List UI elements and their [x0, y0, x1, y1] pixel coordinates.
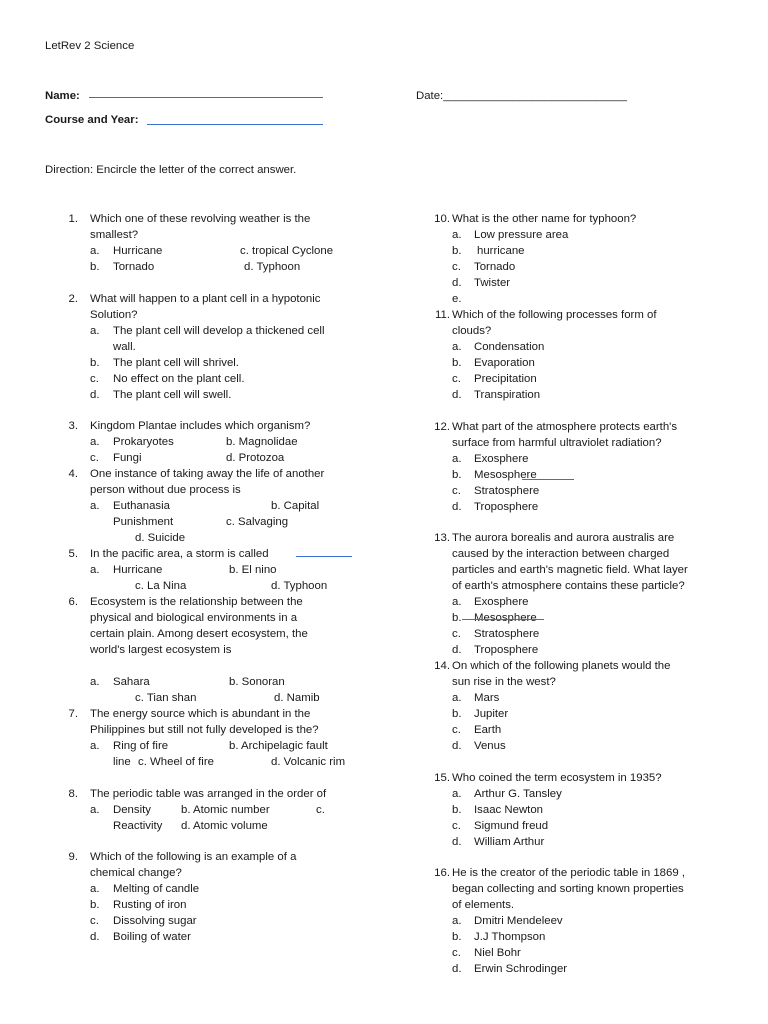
choice-letter[interactable]: d. [452, 835, 462, 848]
question-text: One instance of taking away the life of another [90, 468, 325, 480]
choice-text[interactable]: Sahara [113, 676, 150, 688]
choice-text[interactable]: Punishment [113, 516, 174, 528]
choice-letter[interactable]: a. [452, 229, 462, 241]
choice-letter[interactable]: a. [90, 740, 100, 752]
choice-text[interactable]: Fungi [113, 452, 142, 464]
choice-text[interactable]: d. Typhoon [271, 580, 328, 592]
choice-text[interactable]: Dissolving sugar [113, 915, 197, 927]
question-text: Kingdom Plantae includes which organism? [90, 420, 311, 432]
choice-text[interactable]: Ring of fire [113, 740, 169, 752]
question-14 [384, 658, 768, 754]
choice-text[interactable]: d. Protozoa [226, 452, 285, 464]
date-label: Date: [416, 90, 444, 102]
choice-letter[interactable]: a. [90, 883, 100, 895]
choice-letter[interactable]: a. [90, 436, 100, 448]
choice-text[interactable]: Mesosphere [474, 468, 537, 481]
question-text: What part of the atmosphere protects earth's [452, 420, 678, 433]
question-number: 12. [434, 420, 450, 433]
question-number: 5. [68, 548, 78, 560]
choice-text[interactable]: No effect on the plant cell. [113, 372, 245, 385]
choice-text[interactable]: Twister [474, 277, 511, 289]
choice-letter[interactable]: a. [90, 324, 100, 337]
question-number: 2. [68, 292, 78, 305]
question-text: of earth's atmosphere contains these particle? [452, 580, 685, 592]
choice-letter[interactable]: c. [90, 372, 99, 385]
choice-text[interactable]: Arthur G. Tansley [474, 787, 562, 800]
choice-text[interactable]: Troposphere [474, 500, 539, 513]
question-text: clouds? [452, 325, 492, 337]
question-text: physical and biological environments in a [90, 612, 298, 624]
question-number: 7. [68, 708, 78, 720]
question-16 [384, 865, 768, 977]
choice-letter[interactable]: b. [452, 931, 462, 943]
question-text: smallest? [90, 229, 139, 241]
choice-letter[interactable]: c. [452, 484, 461, 497]
question-text: Ecosystem is the relationship between the [90, 596, 303, 608]
choice-text[interactable]: hurricane [477, 245, 525, 257]
question-number: 4. [68, 468, 78, 480]
choice-text[interactable]: c. Wheel of fire [138, 756, 214, 768]
choice-text[interactable]: Stratosphere [474, 484, 540, 497]
choice-text[interactable]: Isaac Newton [474, 803, 544, 816]
choice-text[interactable]: Dmitri Mendeleev [474, 915, 563, 927]
choice-letter[interactable]: d. [452, 389, 462, 401]
question-12 [384, 419, 768, 515]
choice-letter[interactable]: a. [452, 915, 462, 927]
course-input-line[interactable] [147, 124, 323, 125]
choice-text[interactable]: Sigmund freud [474, 819, 549, 832]
choice-letter[interactable]: a. [452, 787, 462, 800]
choice-letter[interactable]: b. [90, 261, 100, 273]
choice-text[interactable]: Jupiter [474, 708, 509, 720]
choice-letter[interactable]: d. [90, 931, 100, 943]
choice-letter[interactable]: c. [90, 452, 99, 464]
choice-text[interactable]: Mesosphere [474, 612, 537, 624]
question-number: 14. [434, 660, 450, 672]
choice-letter[interactable]: b. [452, 708, 462, 720]
question-text: On which of the following planets would the [452, 660, 671, 672]
choice-text[interactable]: b. Atomic number [181, 803, 270, 816]
choice-text[interactable]: Erwin Schrodinger [474, 963, 568, 975]
question-number: 15. [434, 771, 450, 784]
question-11 [384, 307, 768, 403]
choice-text[interactable]: d. Suicide [135, 532, 186, 544]
choice-text[interactable]: c. tropical Cyclone [240, 245, 334, 257]
choice-letter[interactable]: b. [90, 356, 100, 369]
choice-text[interactable]: Exosphere [474, 596, 529, 608]
question-text: sun rise in the west? [452, 676, 556, 688]
question-text: person without due process is [90, 484, 241, 496]
choice-letter[interactable]: b. [452, 803, 462, 816]
course-label: Course and Year: [45, 114, 139, 126]
question-text: caused by the interaction between charged [452, 548, 670, 560]
choice-text[interactable]: Euthanasia [113, 500, 170, 512]
question-number: 1. [68, 213, 78, 225]
choice-letter[interactable]: a. [452, 341, 462, 353]
question-text: The aurora borealis and aurora australis are [452, 532, 675, 544]
choice-letter[interactable]: c. [452, 628, 461, 640]
choice-text[interactable]: Melting of candle [113, 883, 200, 895]
question-text: began collecting and sorting known properties [452, 883, 684, 895]
choice-letter[interactable]: c. [90, 915, 99, 927]
question-text: Which one of these revolving weather is the [90, 213, 311, 225]
choice-text[interactable]: b. El nino [229, 564, 277, 576]
choice-text[interactable]: c. Salvaging [226, 516, 289, 528]
choice-letter[interactable]: d. [452, 500, 462, 513]
question-4 [0, 466, 384, 546]
choice-letter[interactable]: a. [90, 676, 100, 688]
question-6 [0, 594, 384, 706]
choice-letter[interactable]: d. [452, 644, 462, 656]
question-1 [0, 211, 384, 275]
choice-letter[interactable]: c. [316, 803, 325, 816]
choice-letter[interactable]: d. [452, 963, 462, 975]
question-8 [0, 786, 384, 834]
question-text: The periodic table was arranged in the order of [90, 787, 327, 800]
left-column [0, 211, 384, 945]
choice-text[interactable]: Tornado [113, 261, 155, 273]
question-7 [0, 706, 384, 770]
choice-text[interactable]: d. Atomic volume [181, 819, 268, 832]
choice-text[interactable]: Venus [474, 740, 506, 752]
choice-text[interactable]: Mars [474, 692, 500, 704]
question-text: He is the creator of the periodic table in 1869 , [452, 867, 686, 879]
question-number: 10. [434, 213, 450, 225]
choice-text[interactable]: d. Volcanic rim [271, 756, 346, 768]
question-text: What will happen to a plant cell in a hypotonic [90, 292, 321, 305]
question-text: Which of the following processes form of [452, 309, 657, 321]
choice-text[interactable]: line [113, 756, 131, 768]
choice-letter[interactable]: d. [90, 388, 100, 401]
answer-strike-mark [462, 619, 544, 620]
choice-text[interactable]: Reactivity [113, 819, 163, 832]
choice-text[interactable]: Earth [474, 724, 502, 736]
answer-blank[interactable] [296, 556, 352, 557]
question-text: The energy source which is abundant in the [90, 708, 311, 720]
choice-text[interactable]: Density [113, 803, 151, 816]
question-text: In the pacific area, a storm is called [90, 548, 269, 560]
choice-letter[interactable]: a. [90, 564, 100, 576]
question-2 [0, 291, 384, 403]
question-9 [0, 849, 384, 945]
choice-letter[interactable]: c. [452, 724, 461, 736]
choice-text[interactable]: b. Archipelagic fault [229, 740, 328, 752]
choice-letter[interactable]: a. [90, 500, 100, 512]
question-text: particles and earth's magnetic field. What layer [452, 564, 688, 576]
question-text: of elements. [452, 899, 515, 911]
document-title: LetRev 2 Science [45, 40, 135, 52]
answer-underline [522, 479, 574, 480]
choice-text[interactable]: Precipitation [474, 373, 537, 385]
question-text: Solution? [90, 308, 138, 321]
choice-letter[interactable]: b. [452, 468, 462, 481]
choice-text[interactable]: b. Magnolidae [226, 436, 298, 448]
choice-text[interactable]: Stratosphere [474, 628, 540, 640]
question-text: world's largest ecosystem is [90, 644, 232, 656]
choice-letter[interactable]: a. [90, 803, 100, 816]
question-number: 6. [68, 596, 78, 608]
choice-text[interactable]: Low pressure area [474, 229, 569, 241]
choice-text[interactable]: The plant cell will swell. [113, 388, 232, 401]
question-number: 11. [435, 309, 450, 321]
choice-text[interactable]: Condensation [474, 341, 545, 353]
choice-text[interactable]: Troposphere [474, 644, 539, 656]
right-column [384, 211, 768, 977]
choice-letter[interactable]: b. [452, 245, 462, 257]
choice-letter[interactable]: b. [452, 612, 462, 624]
choice-text[interactable]: d. Namib [274, 692, 320, 704]
date-field[interactable] [416, 88, 627, 104]
choice-text[interactable]: Evaporation [474, 357, 535, 369]
question-number: 8. [68, 787, 78, 800]
choice-letter[interactable]: c. [452, 261, 461, 273]
question-15 [384, 770, 768, 850]
question-13 [384, 530, 768, 658]
question-10 [384, 211, 768, 307]
choice-text[interactable]: Rusting of iron [113, 899, 187, 911]
question-text: Who coined the term ecosystem in 1935? [452, 771, 662, 784]
choice-letter[interactable]: a. [90, 245, 100, 257]
choice-text[interactable]: The plant cell will shrivel. [113, 356, 239, 369]
question-3 [0, 418, 384, 466]
question-number: 9. [68, 851, 78, 863]
question-5 [0, 546, 384, 594]
question-text: chemical change? [90, 867, 182, 879]
question-number: 3. [68, 420, 78, 432]
choice-text[interactable]: Transpiration [474, 389, 541, 401]
choice-letter[interactable]: b. [90, 899, 100, 911]
choice-text[interactable]: Tornado [474, 261, 516, 273]
question-text: What is the other name for typhoon? [452, 213, 637, 225]
choice-text[interactable]: William Arthur [474, 835, 545, 848]
choice-letter[interactable]: c. [452, 373, 461, 385]
name-label: Name: [45, 90, 80, 102]
choice-text[interactable]: Exosphere [474, 452, 529, 465]
choice-letter[interactable]: a. [452, 452, 462, 465]
choice-letter[interactable]: e. [452, 293, 462, 305]
question-text: Philippines but still not fully developed is the? [90, 724, 319, 736]
choice-text[interactable]: Niel Bohr [474, 947, 521, 959]
direction-text: Direction: Encircle the letter of the correct answer. [45, 164, 297, 176]
choice-letter[interactable]: c. [452, 947, 461, 959]
choice-text[interactable]: Prokaryotes [113, 436, 174, 448]
choice-letter[interactable]: d. [452, 740, 462, 752]
question-text: Which of the following is an example of a [90, 851, 297, 863]
choice-text[interactable]: Hurricane [113, 245, 163, 257]
choice-text[interactable]: Hurricane [113, 564, 163, 576]
choice-text[interactable]: b. Capital [271, 500, 320, 512]
choice-letter[interactable]: d. [452, 277, 462, 289]
date-blank: _____________________________ [443, 90, 627, 102]
question-text: certain plain. Among desert ecosystem, the [90, 628, 308, 640]
choice-text[interactable]: Boiling of water [113, 931, 191, 943]
choice-text[interactable]: c. La Nina [135, 580, 187, 592]
question-number: 16. [434, 867, 450, 879]
choice-letter[interactable]: b. [452, 357, 462, 369]
choice-text[interactable]: d. Typhoon [244, 261, 301, 273]
question-text: surface from harmful ultraviolet radiation? [452, 436, 662, 449]
question-number: 13. [434, 532, 450, 544]
choice-text[interactable]: J.J Thompson [474, 931, 546, 943]
choice-letter[interactable]: a. [452, 596, 462, 608]
choice-letter[interactable]: a. [452, 692, 462, 704]
choice-text[interactable]: The plant cell will develop a thickened cell [113, 324, 325, 337]
name-input-line[interactable] [89, 97, 323, 98]
choice-letter[interactable]: c. [452, 819, 461, 832]
choice-text[interactable]: c. Tian shan [135, 692, 197, 704]
choice-text[interactable]: b. Sonoran [229, 676, 285, 688]
choice-text[interactable]: wall. [113, 340, 136, 353]
